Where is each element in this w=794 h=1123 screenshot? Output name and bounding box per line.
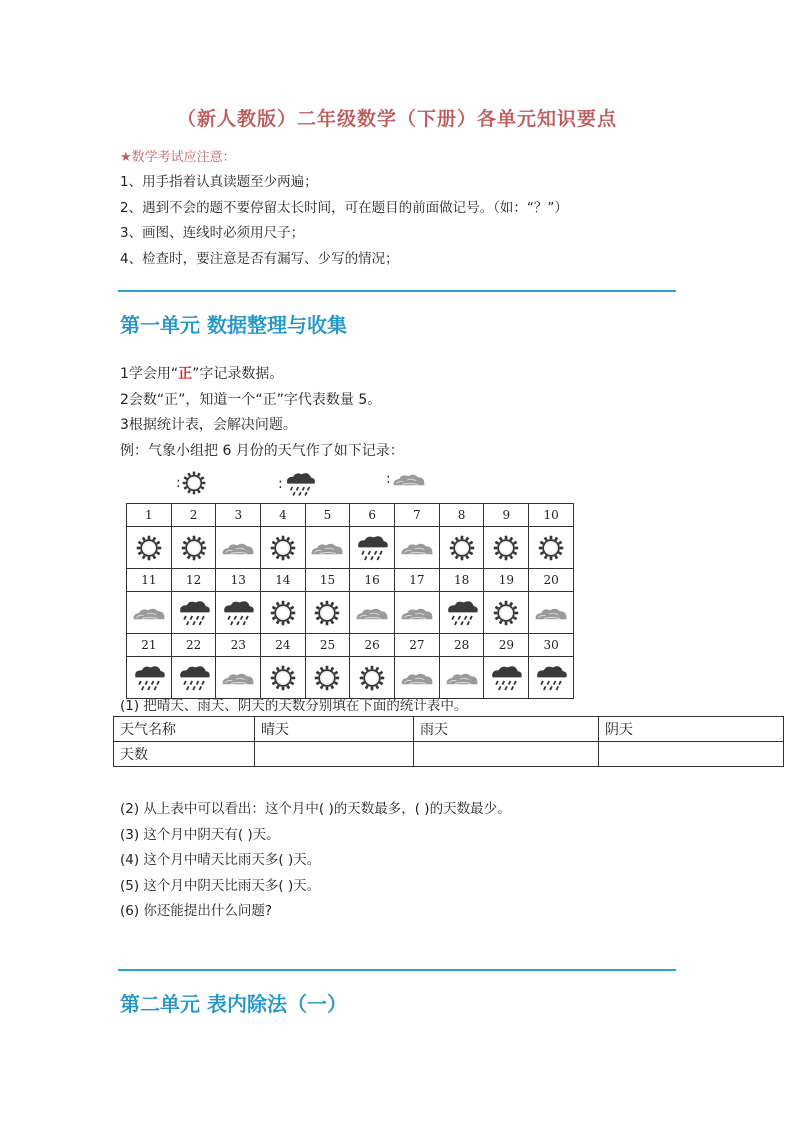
note-item: 4、检查时，要注意是否有漏写、少写的情况； (120, 250, 399, 267)
day-number: 2 (171, 504, 216, 527)
exam-notes (120, 170, 568, 272)
sun-icon (305, 592, 350, 634)
sun-icon (484, 592, 529, 634)
cloudy-icon (529, 592, 574, 634)
note-item: 1、用手指着认真读题至少两遍； (120, 174, 318, 190)
day-number: 30 (529, 634, 574, 657)
cloudy-icon (127, 592, 172, 634)
question-item: (6) 你还能提出什么问题? (120, 903, 273, 919)
exam-notice-heading: ★数学考试应注意： (120, 150, 236, 165)
cloudy-icon (395, 527, 440, 569)
question-item: (4) 这个月中晴天比雨天多( )天。 (120, 852, 321, 868)
day-number: 19 (484, 569, 529, 592)
table-row (114, 717, 784, 742)
cloudy-icon (391, 470, 427, 488)
day-number: 26 (350, 634, 395, 657)
section-divider (118, 290, 676, 292)
sun-icon (127, 527, 172, 569)
question-item: (3) 这个月中阴天有( )天。 (120, 826, 280, 843)
rain-cloud-icon (283, 470, 317, 497)
page-title: （新人教版）二年级数学（下册）各单元知识要点 (176, 108, 617, 130)
point-3: 3根据统计表，会解决问题。 (120, 417, 297, 433)
day-number: 12 (171, 569, 216, 592)
day-number: 24 (261, 634, 305, 657)
sun-icon (439, 527, 484, 569)
rain-cloud-icon (350, 527, 395, 569)
unit2-heading: 第二单元 表内除法（一） (120, 992, 347, 1016)
day-number: 15 (305, 569, 350, 592)
cloudy-icon (395, 657, 440, 699)
sun-icon (181, 470, 207, 496)
example-text: 例：气象小组把 6 月份的天气作了如下记录： (120, 442, 404, 459)
cloudy-icon (350, 592, 395, 634)
table-row (114, 742, 784, 767)
day-number: 29 (484, 634, 529, 657)
table-cell: 雨天 (414, 717, 599, 742)
weather-record-grid (126, 503, 574, 699)
point-2: 2会数“正”，知道一个“正”字代表数量 5。 (120, 391, 382, 408)
question-item: (5) 这个月中阴天比雨天多( )天。 (120, 877, 321, 894)
rain-cloud-icon (127, 657, 172, 699)
day-number: 20 (529, 569, 574, 592)
sun-icon (171, 527, 216, 569)
legend-sun: : (176, 470, 207, 496)
legend-rain: : (278, 470, 317, 497)
table-cell: 阴天 (599, 717, 784, 742)
rain-cloud-icon (171, 657, 216, 699)
cloudy-icon (216, 527, 261, 569)
question-1: (1) 把晴天、雨天、阴天的天数分别填在下面的统计表中。 (120, 698, 468, 714)
sun-icon (305, 657, 350, 699)
day-number: 1 (127, 504, 172, 527)
rain-cloud-icon (484, 657, 529, 699)
note-item: 3、画图、连线时必须用尺子； (120, 225, 305, 241)
rain-cloud-icon (171, 592, 216, 634)
table-cell: 天气名称 (114, 717, 255, 742)
zheng-character: 正 (178, 366, 193, 382)
day-number: 4 (261, 504, 305, 527)
sun-icon (350, 657, 395, 699)
weather-icon-row (127, 592, 574, 634)
statistics-table (113, 716, 784, 767)
day-number: 9 (484, 504, 529, 527)
sun-icon (484, 527, 529, 569)
day-number: 27 (395, 634, 440, 657)
cloudy-icon (439, 657, 484, 699)
rain-cloud-icon (439, 592, 484, 634)
unit1-points (120, 362, 404, 464)
day-number: 21 (127, 634, 172, 657)
day-number: 16 (350, 569, 395, 592)
day-number: 28 (439, 634, 484, 657)
day-number: 3 (216, 504, 261, 527)
question-list (120, 797, 511, 925)
day-number: 17 (395, 569, 440, 592)
day-number: 5 (305, 504, 350, 527)
question-item: (2) 从上表中可以看出：这个月中( )的天数最多，( )的天数最少。 (120, 801, 511, 817)
day-number: 11 (127, 569, 172, 592)
sun-icon (261, 657, 305, 699)
section-divider (118, 969, 676, 971)
day-number: 23 (216, 634, 261, 657)
note-item: 2、遇到不会的题不要停留太长时间，可在题目的前面做记号。（如：“？”） (120, 199, 568, 216)
sun-icon (261, 592, 305, 634)
rain-cloud-icon (529, 657, 574, 699)
day-number: 10 (529, 504, 574, 527)
day-number: 14 (261, 569, 305, 592)
day-number: 18 (439, 569, 484, 592)
day-number: 7 (395, 504, 440, 527)
answer-cell[interactable] (255, 742, 414, 767)
sun-icon (261, 527, 305, 569)
point-1: 1学会用“正”字记录数据。 (120, 366, 284, 382)
answer-cell[interactable] (599, 742, 784, 767)
table-cell: 晴天 (255, 717, 414, 742)
day-number: 8 (439, 504, 484, 527)
rain-cloud-icon (216, 592, 261, 634)
weather-icon-row (127, 527, 574, 569)
day-number-row (127, 569, 574, 592)
day-number-row (127, 634, 574, 657)
cloudy-icon (305, 527, 350, 569)
day-number: 6 (350, 504, 395, 527)
weather-icon-row (127, 657, 574, 699)
cloudy-icon (216, 657, 261, 699)
legend-cloudy: : (386, 470, 427, 488)
day-number: 25 (305, 634, 350, 657)
table-cell: 天数 (114, 742, 255, 767)
day-number: 22 (171, 634, 216, 657)
cloudy-icon (395, 592, 440, 634)
answer-cell[interactable] (414, 742, 599, 767)
sun-icon (529, 527, 574, 569)
day-number-row (127, 504, 574, 527)
weather-legend (176, 470, 476, 500)
day-number: 13 (216, 569, 261, 592)
unit1-heading: 第一单元 数据整理与收集 (120, 313, 347, 337)
